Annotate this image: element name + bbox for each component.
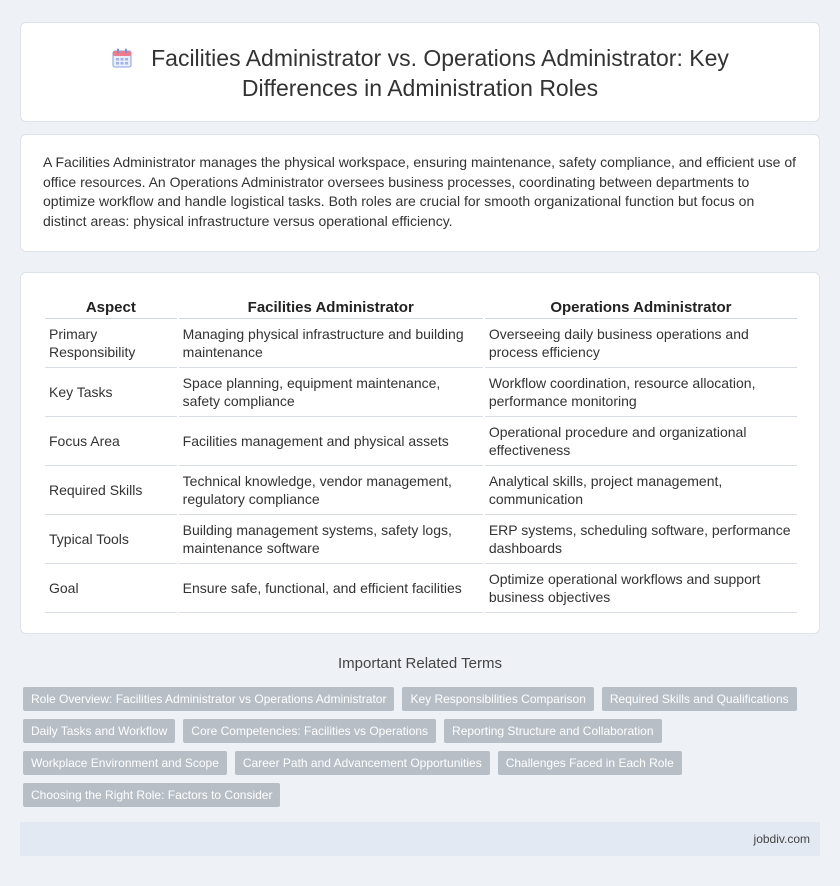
cell-facilities: Facilities management and physical assets (179, 417, 483, 466)
related-tag[interactable]: Required Skills and Qualifications (602, 687, 797, 711)
table-row (45, 319, 797, 368)
header-operations: Operations Administrator (485, 295, 797, 319)
related-tag[interactable]: Choosing the Right Role: Factors to Consider (23, 783, 280, 807)
cell-operations: Analytical skills, project management, communication (485, 466, 797, 515)
related-terms-title: Important Related Terms (338, 655, 502, 672)
cell-aspect: Primary Responsibility (45, 319, 177, 368)
cell-operations: Overseeing daily business operations and process efficiency (485, 319, 797, 368)
cell-operations: Operational procedure and organizational effectiveness (485, 417, 797, 466)
cell-aspect: Focus Area (45, 417, 177, 466)
intro-card (20, 134, 820, 252)
related-terms-tags (23, 687, 823, 815)
related-tag[interactable]: Key Responsibilities Comparison (402, 687, 593, 711)
header-card (20, 22, 820, 122)
cell-facilities: Space planning, equipment maintenance, safety compliance (179, 368, 483, 417)
table-header-row (45, 295, 797, 319)
table-row (45, 515, 797, 564)
cell-operations: ERP systems, scheduling software, performance dashboards (485, 515, 797, 564)
related-tag[interactable]: Core Competencies: Facilities vs Operations (183, 719, 436, 743)
intro-text: A Facilities Administrator manages the physical workspace, ensuring maintenance, safety compliance, and efficient use of office resources. An Operations Administrator oversees business processes, coordinating between departments to optimize workflow and handle logistical tasks. Both roles are crucial for smooth organizational function but focus on distinct areas: physical infrastructure versus operational efficiency. (43, 154, 797, 229)
cell-aspect: Required Skills (45, 466, 177, 515)
title-line-1: Facilities Administrator vs. Operations Administrator: Key (151, 45, 729, 71)
cell-facilities: Managing physical infrastructure and building maintenance (179, 319, 483, 368)
footer (20, 822, 820, 856)
title-line-2: Differences in Administration Roles (241, 75, 599, 101)
header-facilities: Facilities Administrator (179, 295, 483, 319)
related-tag[interactable]: Role Overview: Facilities Administrator vs Operations Administrator (23, 687, 394, 711)
cell-facilities: Building management systems, safety logs, maintenance software (179, 515, 483, 564)
cell-aspect: Goal (45, 564, 177, 613)
page-title (21, 43, 819, 103)
related-tag[interactable]: Challenges Faced in Each Role (498, 751, 682, 775)
calendar-icon (111, 46, 133, 68)
cell-aspect: Typical Tools (45, 515, 177, 564)
cell-operations: Optimize operational workflows and support business objectives (485, 564, 797, 613)
related-tag[interactable]: Reporting Structure and Collaboration (444, 719, 661, 743)
cell-operations: Workflow coordination, resource allocation, performance monitoring (485, 368, 797, 417)
related-tag[interactable]: Daily Tasks and Workflow (23, 719, 175, 743)
table-row (45, 368, 797, 417)
header-aspect: Aspect (45, 295, 177, 319)
comparison-card (20, 272, 820, 634)
cell-facilities: Ensure safe, functional, and efficient facilities (179, 564, 483, 613)
table-row (45, 564, 797, 613)
related-tag[interactable]: Workplace Environment and Scope (23, 751, 227, 775)
table-row (45, 466, 797, 515)
table-row (45, 417, 797, 466)
cell-aspect: Key Tasks (45, 368, 177, 417)
comparison-table (43, 295, 799, 613)
footer-site-link[interactable]: jobdiv.com (753, 832, 810, 846)
related-tag[interactable]: Career Path and Advancement Opportunities (235, 751, 490, 775)
cell-facilities: Technical knowledge, vendor management, regulatory compliance (179, 466, 483, 515)
